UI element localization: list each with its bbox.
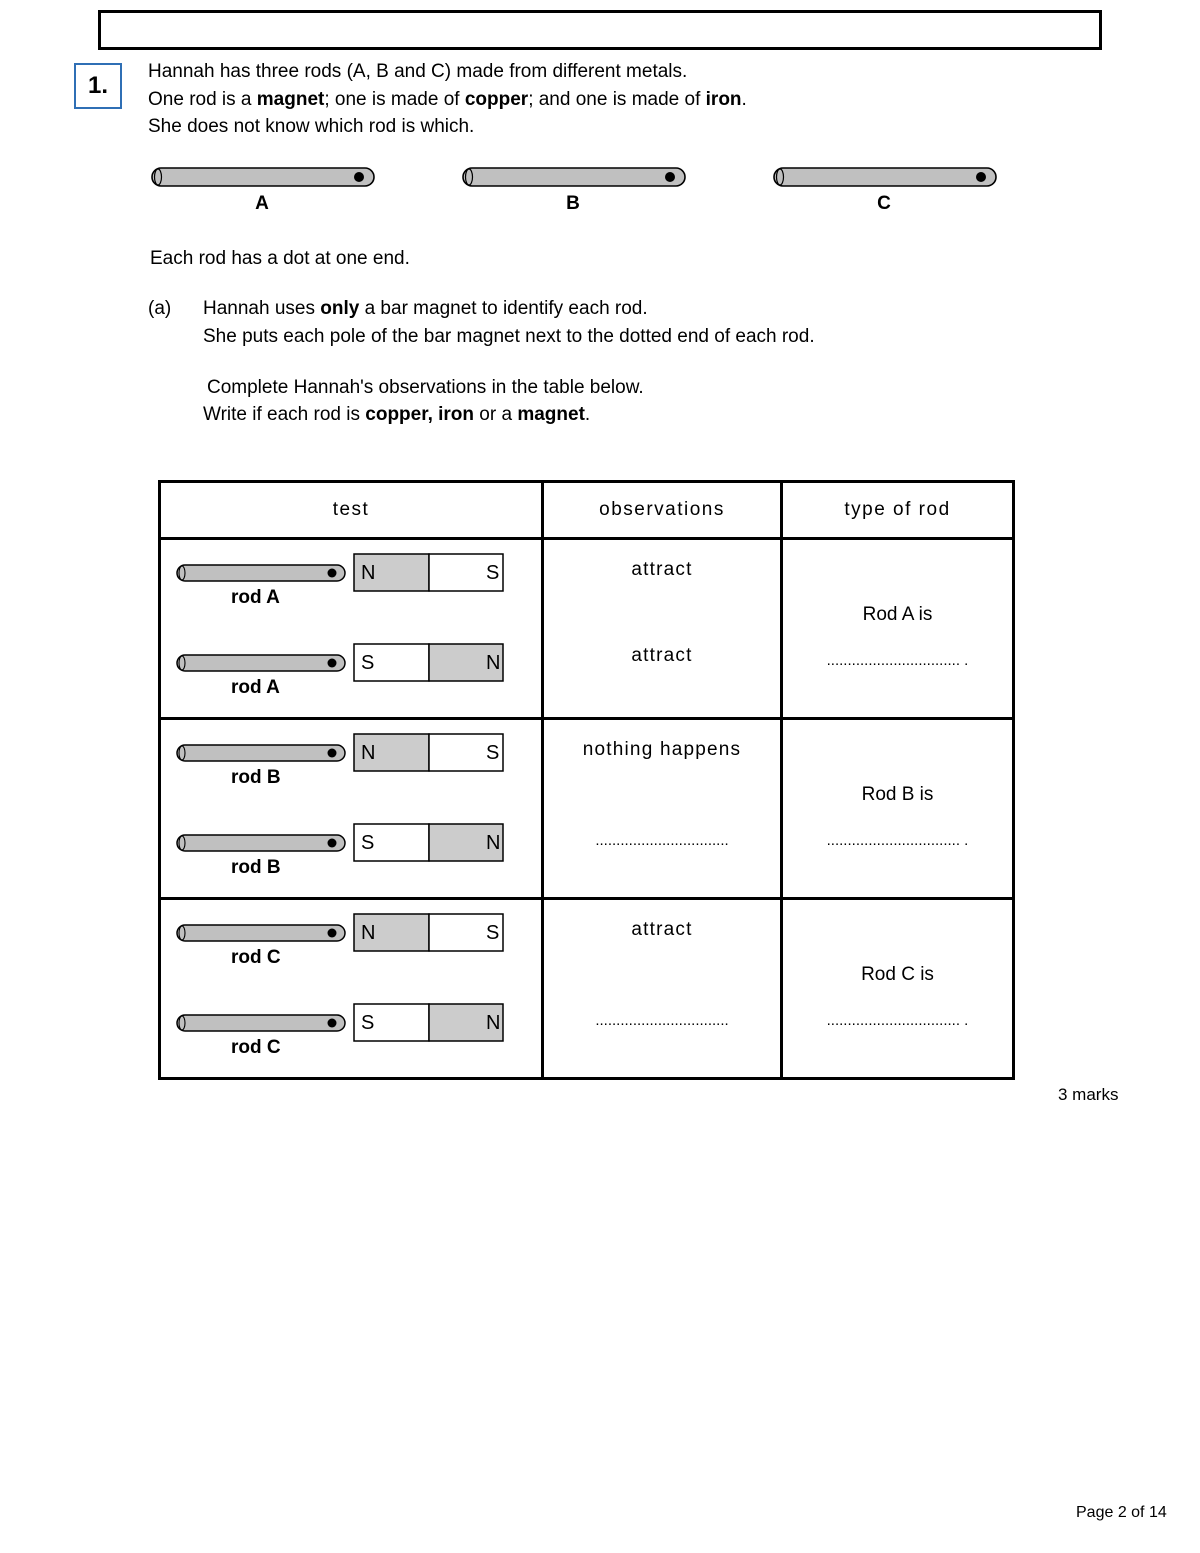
part-a-line-1: Hannah uses only a bar magnet to identify each rod. [203, 298, 648, 319]
observation-2: attract [631, 645, 693, 666]
observations-cell [543, 899, 782, 1079]
rod-shape [175, 562, 347, 584]
rod-is-text: Rod A is [862, 604, 933, 625]
rod-is-text: Rod C is [861, 964, 934, 985]
rod-is-text: Rod B is [861, 784, 934, 805]
pole-label-right: N [486, 1012, 501, 1034]
rod-b-shape [461, 166, 687, 190]
instruction-2: Write if each rod is copper, iron or a magnet. [203, 404, 591, 425]
bar-magnet [353, 553, 505, 593]
observation-1: attract [631, 919, 693, 940]
intro-line-3: She does not know which rod is which. [148, 116, 475, 137]
pole-label-left: S [361, 1012, 375, 1034]
rod-a-label: A [255, 193, 269, 214]
observation-2-blank[interactable]: ................................ [595, 1012, 729, 1029]
rod-shape [175, 652, 347, 674]
rod-shape [175, 832, 347, 854]
test-cell [160, 539, 543, 719]
pole-label-right: N [486, 652, 501, 674]
header-test: test [160, 482, 543, 539]
instruction-1: Complete Hannah's observations in the table below. [207, 377, 644, 398]
rod-c-label: C [877, 193, 891, 214]
pole-label-right: S [486, 922, 500, 944]
test-rod-label: rod B [231, 767, 281, 788]
answer-blank[interactable]: ................................ . [826, 652, 969, 669]
test-rod-label: rod C [231, 1037, 281, 1058]
table-row [160, 899, 1014, 1079]
test-rod-label: rod B [231, 857, 281, 878]
table-row [160, 719, 1014, 899]
pole-label-left: N [361, 742, 376, 764]
pole-label-left: N [361, 562, 376, 584]
bar-magnet [353, 913, 505, 953]
bar-magnet [353, 643, 505, 683]
pole-label-right: N [486, 832, 501, 854]
table-header-row [160, 482, 1014, 539]
answer-blank[interactable]: ................................ . [826, 832, 969, 849]
rod-b-label: B [566, 193, 580, 214]
rod-c-shape [772, 166, 998, 190]
header-box [98, 10, 1102, 50]
type-of-rod-cell [782, 539, 1014, 719]
pole-label-right: S [486, 742, 500, 764]
header-observations: observations [543, 482, 782, 539]
bar-magnet [353, 1003, 505, 1043]
rod-shape [175, 1012, 347, 1034]
pole-label-left: S [361, 832, 375, 854]
question-number: 1. [74, 63, 122, 109]
pole-label-right: S [486, 562, 500, 584]
part-a-line-2: She puts each pole of the bar magnet next to the dotted end of each rod. [203, 326, 815, 347]
part-a-label: (a) [148, 298, 172, 319]
test-cell [160, 719, 543, 899]
test-cell [160, 899, 543, 1079]
answer-blank[interactable]: ................................ . [826, 1012, 969, 1029]
rod-b-illustration [461, 166, 687, 195]
observations-cell [543, 719, 782, 899]
observation-1: attract [631, 559, 693, 580]
dot-note: Each rod has a dot at one end. [150, 248, 410, 269]
type-of-rod-cell [782, 899, 1014, 1079]
intro-line-2: One rod is a magnet; one is made of copper; and one is made of iron. [148, 89, 747, 110]
pole-label-left: N [361, 922, 376, 944]
bar-magnet [353, 823, 505, 863]
rod-shape [175, 742, 347, 764]
bar-magnet [353, 733, 505, 773]
observation-1: nothing happens [582, 739, 742, 760]
table-row [160, 539, 1014, 719]
observations-cell [543, 539, 782, 719]
intro-line-1: Hannah has three rods (A, B and C) made from different metals. [148, 61, 688, 82]
rod-shape [175, 922, 347, 944]
page-footer: Page 2 of 14 [1076, 1504, 1167, 1521]
type-of-rod-cell [782, 719, 1014, 899]
rod-a-shape [150, 166, 376, 190]
test-rod-label: rod A [231, 587, 280, 608]
rod-c-illustration [772, 166, 998, 195]
test-rod-label: rod A [231, 677, 280, 698]
observations-table [158, 480, 1015, 1080]
test-rod-label: rod C [231, 947, 281, 968]
pole-label-left: S [361, 652, 375, 674]
observation-2-blank[interactable]: ................................ [595, 832, 729, 849]
marks-label: 3 marks [1058, 1085, 1119, 1104]
rod-a-illustration [150, 166, 376, 195]
header-type-of-rod: type of rod [782, 482, 1014, 539]
